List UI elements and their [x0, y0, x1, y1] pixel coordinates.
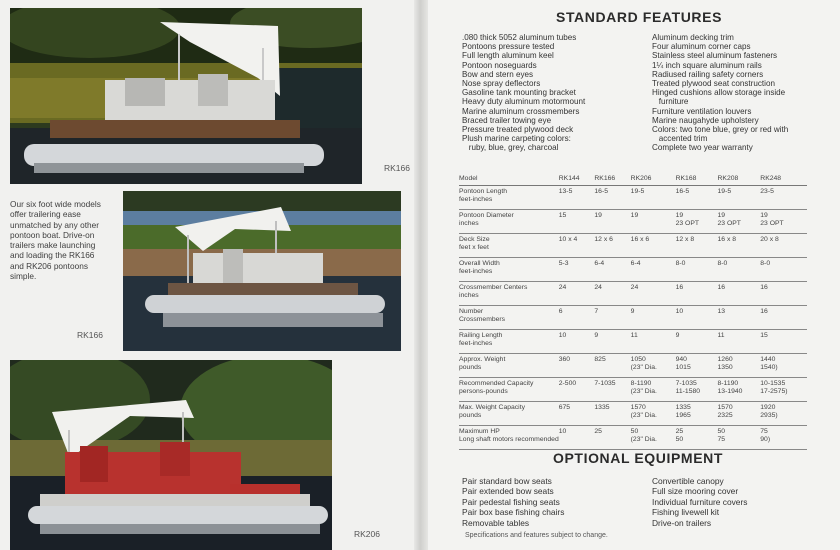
table-header-row — [459, 173, 807, 186]
table-cell: 6 — [559, 306, 595, 330]
table-cell: 11 — [718, 330, 761, 354]
table-cell: 5-3 — [559, 258, 595, 282]
optional-item: Pair extended bow seats — [462, 486, 554, 497]
table-row — [459, 330, 807, 354]
table-cell: 16 x 6 — [631, 234, 676, 258]
table-cell: 25 50 — [676, 426, 718, 450]
table-row — [459, 426, 807, 450]
optional-item: Fishing livewell kit — [652, 507, 720, 518]
table-cell: 24 — [559, 282, 595, 306]
table-cell: 1335 1965 — [676, 402, 718, 426]
table-cell: 15 — [559, 210, 595, 234]
feature-item: Gasoline tank mounting bracket — [462, 88, 576, 98]
feature-item: .080 thick 5052 aluminum tubes — [462, 33, 577, 42]
feature-item: Full length aluminum keel — [462, 51, 554, 61]
feature-item: ruby, blue, grey, charcoal — [462, 143, 559, 153]
table-cell: 6-4 — [594, 258, 630, 282]
table-row — [459, 306, 807, 330]
table-row — [459, 354, 807, 378]
table-cell: 19 23 OPT — [718, 210, 761, 234]
feature-item: Furniture ventilation louvers — [652, 106, 752, 116]
table-cell: 12 x 8 — [676, 234, 718, 258]
column-header: RK166 — [594, 173, 630, 186]
table-row — [459, 402, 807, 426]
table-cell: 19-5 — [718, 186, 761, 210]
table-cell: 9 — [676, 330, 718, 354]
feature-item: furniture — [652, 97, 689, 107]
column-header: Model — [459, 173, 559, 186]
table-cell: 360 — [559, 354, 595, 378]
intro-blurb: Our six foot wide models offer trailering ease unmatched by any other pontoon boat. Drive-on trailers make launching and loading the RK166 and RK206 pontoons simple. — [10, 199, 101, 282]
optional-item: Full size mooring cover — [652, 486, 739, 497]
optional-item: Drive-on trailers — [652, 517, 712, 528]
feature-item: Colors: two tone blue, grey or red with — [652, 125, 789, 135]
table-cell: 19 — [631, 210, 676, 234]
row-label: Crossmember Centers inches — [459, 282, 559, 306]
column-header: RK208 — [718, 173, 761, 186]
table-cell: 19 — [594, 210, 630, 234]
feature-item: Four aluminum corner caps — [652, 42, 751, 52]
column-header: RK248 — [760, 173, 807, 186]
table-cell: 9 — [594, 330, 630, 354]
optional-equipment-title: OPTIONAL EQUIPMENT — [553, 450, 723, 466]
table-cell: 825 — [594, 354, 630, 378]
row-label: Railing Length feet-inches — [459, 330, 559, 354]
optional-equipment-column-2 — [652, 476, 747, 528]
feature-item: Heavy duty aluminum motormount — [462, 97, 586, 107]
table-cell: 16 x 8 — [718, 234, 761, 258]
table-cell: 50 75 — [718, 426, 761, 450]
row-label: Pontoon Length feet-inches — [459, 186, 559, 210]
table-cell: 23-5 — [760, 186, 807, 210]
feature-item: Stainless steel aluminum fasteners — [652, 51, 778, 61]
standard-features-column-1 — [462, 33, 585, 153]
row-label: Maximum HP Long shaft motors recommended — [459, 426, 559, 450]
row-label: Approx. Weight pounds — [459, 354, 559, 378]
table-cell: 7-1035 — [594, 378, 630, 402]
feature-item: Complete two year warranty — [652, 143, 753, 153]
table-cell: 13-5 — [559, 186, 595, 210]
row-label: Deck Size feet x feet — [459, 234, 559, 258]
table-cell: 19-5 — [631, 186, 676, 210]
optional-item: Removable tables — [462, 517, 530, 528]
table-cell: 19 23 OPT — [760, 210, 807, 234]
photo-rk166-top — [10, 8, 362, 184]
table-cell: 16 — [676, 282, 718, 306]
table-cell: 940 1015 — [676, 354, 718, 378]
caption-photo-3: RK206 — [354, 529, 380, 539]
feature-item: Pontoon noseguards — [462, 60, 537, 70]
feature-item: Bow and stern eyes — [462, 69, 534, 79]
photo-rk166-middle — [123, 191, 401, 351]
table-cell: 1050 (23" Dia. — [631, 354, 676, 378]
optional-item: Pair box base fishing chairs — [462, 507, 565, 518]
table-cell: 16 — [718, 282, 761, 306]
photo-rk206-bottom — [10, 360, 332, 550]
column-header: RK144 — [559, 173, 595, 186]
optional-item: Convertible canopy — [652, 476, 724, 486]
table-cell: 16 — [760, 282, 807, 306]
feature-item: accented trim — [652, 134, 708, 144]
feature-item: 1¼ inch square aluminum rails — [652, 60, 762, 70]
table-cell: 10 x 4 — [559, 234, 595, 258]
feature-item: Pressure treated plywood deck — [462, 125, 574, 135]
feature-item: Marine aluminum crossmembers — [462, 106, 580, 116]
feature-item: Nose spray deflectors — [462, 79, 541, 89]
caption-photo-1: RK166 — [384, 163, 410, 173]
feature-item: Hinged cushions allow storage inside — [652, 88, 786, 98]
table-cell: 1920 2935) — [760, 402, 807, 426]
table-cell: 10 — [676, 306, 718, 330]
table-cell: 10 — [559, 426, 595, 450]
table-row — [459, 210, 807, 234]
table-cell: 24 — [631, 282, 676, 306]
table-cell: 1260 1350 — [718, 354, 761, 378]
column-header: RK168 — [676, 173, 718, 186]
table-cell: 2-500 — [559, 378, 595, 402]
feature-item: Radiused railing safety corners — [652, 69, 764, 79]
feature-item: Pontoons pressure tested — [462, 42, 555, 52]
table-cell: 1570 (23" Dia. — [631, 402, 676, 426]
table-cell: 13 — [718, 306, 761, 330]
table-cell: 6-4 — [631, 258, 676, 282]
table-cell: 75 90) — [760, 426, 807, 450]
optional-item: Pair standard bow seats — [462, 476, 552, 486]
table-cell: 16-5 — [594, 186, 630, 210]
caption-photo-2: RK166 — [77, 330, 103, 340]
table-cell: 7 — [594, 306, 630, 330]
table-cell: 20 x 8 — [760, 234, 807, 258]
table-cell: 9 — [631, 306, 676, 330]
table-cell: 675 — [559, 402, 595, 426]
table-cell: 1335 — [594, 402, 630, 426]
standard-features-column-2 — [652, 33, 788, 153]
row-label: Recommended Capacity persons-pounds — [459, 378, 559, 402]
table-cell: 7-1035 11-1580 — [676, 378, 718, 402]
row-label: Max. Weight Capacity pounds — [459, 402, 559, 426]
table-cell: 8-0 — [760, 258, 807, 282]
table-cell: 16 — [760, 306, 807, 330]
column-header: RK206 — [631, 173, 676, 186]
feature-item: Marine naugahyde upholstery — [652, 115, 759, 125]
optional-item: Individual furniture covers — [652, 496, 748, 507]
table-row — [459, 282, 807, 306]
table-cell: 1570 2325 — [718, 402, 761, 426]
table-cell: 8-1190 (23" Dia. — [631, 378, 676, 402]
table-cell: 11 — [631, 330, 676, 354]
row-label: Pontoon Diameter inches — [459, 210, 559, 234]
feature-item: Treated plywood seat construction — [652, 79, 775, 89]
table-cell: 10 — [559, 330, 595, 354]
table-row — [459, 378, 807, 402]
footnote: Specifications and features subject to change. — [465, 532, 608, 539]
table-cell: 1440 1540) — [760, 354, 807, 378]
feature-item: Braced trailer towing eye — [462, 115, 552, 125]
optional-item: Pair pedestal fishing seats — [462, 496, 560, 507]
table-cell: 15 — [760, 330, 807, 354]
table-cell: 24 — [594, 282, 630, 306]
optional-equipment-column-1 — [462, 476, 564, 528]
table-cell: 10-1535 17-2575) — [760, 378, 807, 402]
table-row — [459, 234, 807, 258]
table-cell: 8-0 — [718, 258, 761, 282]
standard-features-title: STANDARD FEATURES — [556, 9, 723, 25]
table-cell: 8-1190 13-1940 — [718, 378, 761, 402]
table-cell: 12 x 6 — [594, 234, 630, 258]
table-row — [459, 186, 807, 210]
table-cell: 50 (23" Dia. — [631, 426, 676, 450]
specifications-table — [459, 173, 807, 450]
table-cell: 19 23 OPT — [676, 210, 718, 234]
row-label: Number Crossmembers — [459, 306, 559, 330]
table-row — [459, 258, 807, 282]
table-cell: 16-5 — [676, 186, 718, 210]
feature-item: Aluminum decking trim — [652, 33, 734, 42]
feature-item: Plush marine carpeting colors: — [462, 134, 571, 144]
table-cell: 8-0 — [676, 258, 718, 282]
page-gutter — [414, 0, 428, 550]
table-cell: 25 — [594, 426, 630, 450]
row-label: Overall Width feet-inches — [459, 258, 559, 282]
